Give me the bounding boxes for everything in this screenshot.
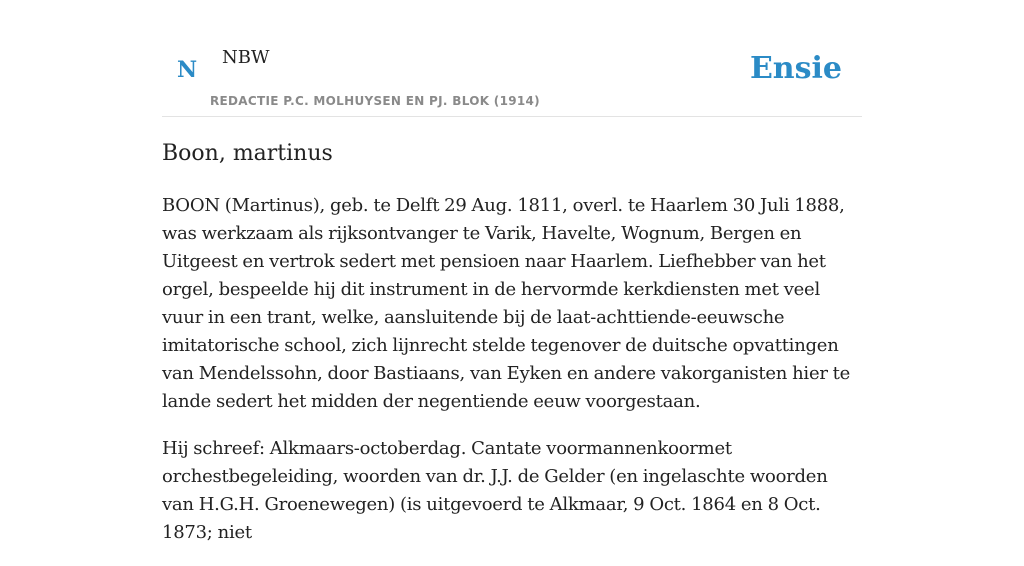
entry-body: [162, 192, 862, 566]
entry-paragraph: Hij schreef: Alkmaars-octoberdag. Cantate voormannenkoormet orchestbegeleiding, woorden van dr. J.J. de Gelder (en ingelaschte woorden van H.G.H. Groenewegen) (is uitgevoerd te Alkmaar, 9 Oct. 1864 en 8 Oct. 1873; niet: [162, 438, 828, 543]
source-editors: REDACTIE P.C. MOLHUYSEN EN PJ. BLOK (1914): [210, 94, 540, 108]
page: [162, 0, 862, 543]
source-logo[interactable]: N: [177, 57, 198, 83]
entry-paragraph: BOON (Martinus), geb. te Delft 29 Aug. 1811, overl. te Haarlem 30 Juli 1888, was werkzaam als rijksontvanger te Varik, Havelte, Wognum, Bergen en Uitgeest en vertrok sedert met pensioen naar Haarlem. Liefhebber van het orgel, bespeelde hij dit instrument in de hervormde kerkdiensten met veel vuur in een trant, welke, aansluitende bij de laat-achttiende-eeuwsche imitatorische school, zich lijnrecht stelde tegenover de duitsche opvattingen van Mendelssohn, door Bastiaans, van Eyken en andere vakorganisten hier te lande sedert het midden der negentiende eeuw voorgestaan.: [162, 195, 851, 412]
source-abbreviation[interactable]: NBW: [222, 47, 270, 68]
brand-logo[interactable]: Ensie: [749, 51, 842, 86]
entry-title: Boon, martinus: [162, 141, 333, 166]
site-header: [162, 0, 862, 117]
